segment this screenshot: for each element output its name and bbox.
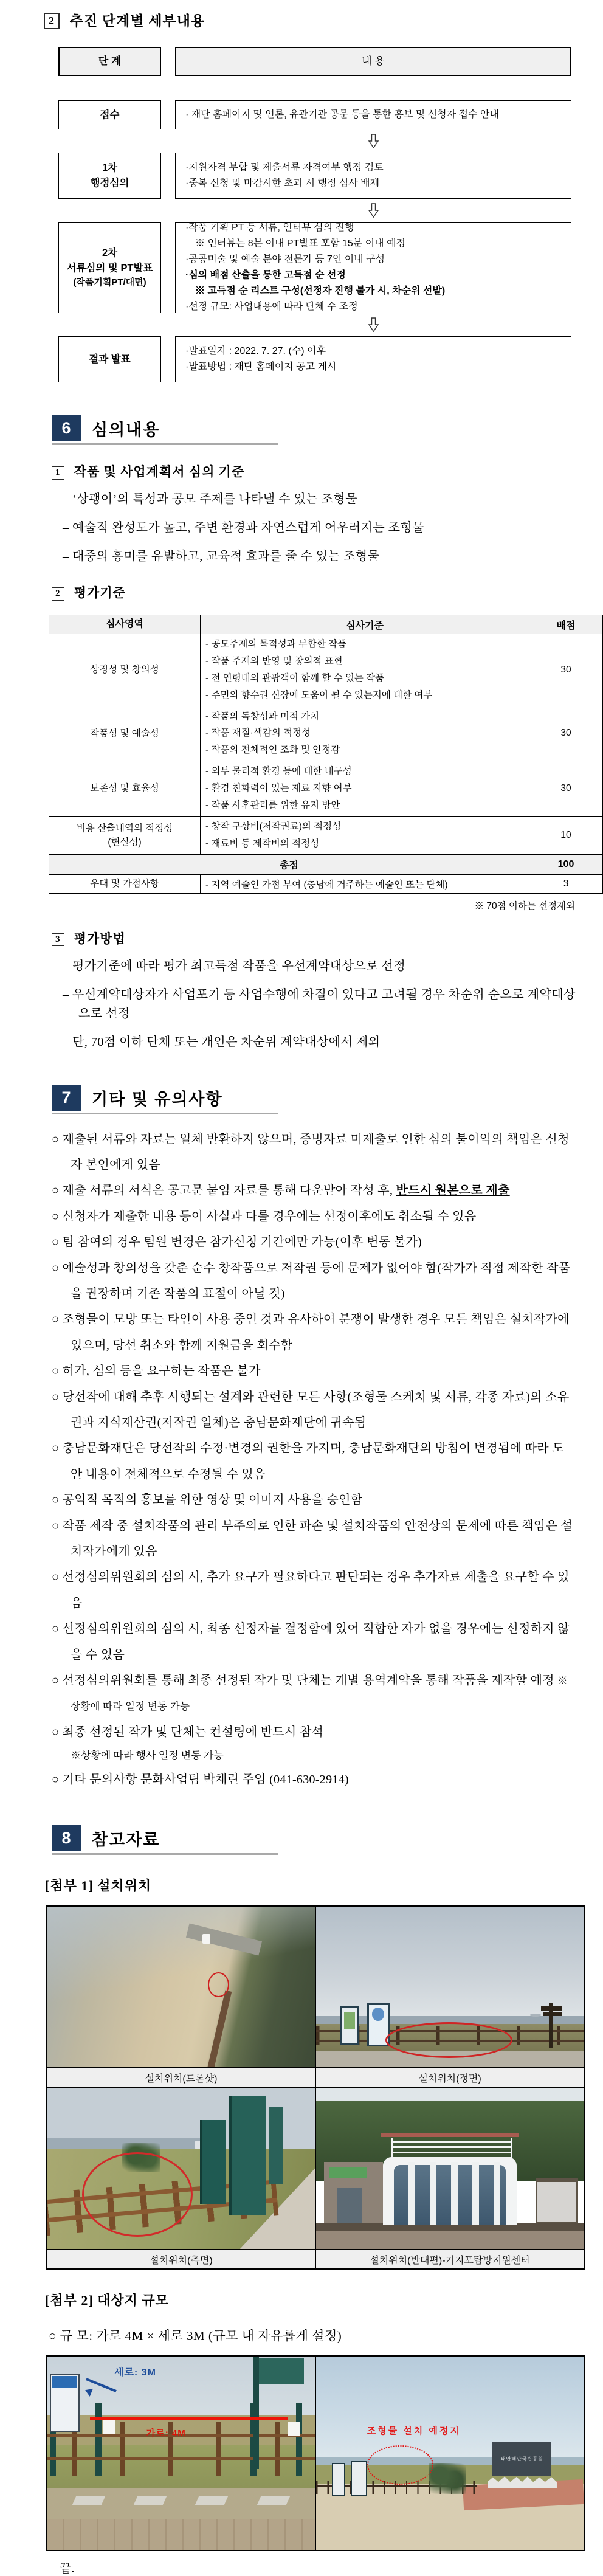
green-signpost [253, 2357, 259, 2468]
signboard-graphic [372, 2008, 384, 2020]
white-pillars [394, 2162, 506, 2225]
document-end-mark: 끝. [60, 2562, 75, 2576]
notice-item: ○ 작품 제작 중 설치작품의 관리 부주의로 인한 파손 및 설치작품의 안전상의 문제에 따른 책임은 설치작가에게 있음 [52, 1519, 573, 1558]
stage-content: ·지원자격 부합 및 제출서류 자격여부 행정 검토 ·중복 신청 및 마감시한 초과 시 행정 심사 배제 [175, 153, 571, 199]
criteria-item: – 대중의 흥미를 유발하고, 교육적 효과를 줄 수 있는 조형물 [63, 550, 380, 563]
signpost-arm [541, 2006, 562, 2011]
site-marker-ellipse [385, 2022, 512, 2058]
planned-site-label: 조형물 설치 예정지 [367, 2426, 461, 2437]
site-marker-circle [208, 1972, 229, 1997]
score-exclusion-note: ※ 70점 이하는 선정제외 [474, 900, 575, 911]
evaluation-row: 상징성 및 창의성 - 공모주제의 목적성과 부합한 작품 - 작품 주제의 반영 및 창의적 표현 - 전 연령대의 관광객이 함께 할 수 있는 작품 - 주민의 향수권 신장에 도움이 될 수 있는지에 대한 여부 30 [49, 634, 603, 706]
section-7-banner [52, 1085, 278, 1114]
photo-planned-site [316, 2357, 584, 2550]
annex-door [337, 2188, 362, 2223]
park-monument [492, 2442, 551, 2476]
down-arrow-icon [368, 134, 379, 148]
width-measure-line [90, 2417, 288, 2420]
notice-item: ○ 제출된 서류와 자료는 일체 반환하지 않으며, 증빙자료 미제출로 인한 심의 불이익의 책임은 신청자 본인에게 있음 [52, 1132, 570, 1172]
stage-row-document-pt [58, 222, 603, 313]
review-criteria-subhead: 1 작품 및 사업계획서 심의 기준 [52, 462, 603, 480]
attachment-2-title: [첨부 2] 대상지 규모 [45, 2293, 169, 2308]
stage-flow-table [58, 47, 603, 382]
notice-item: ○ 당선작에 대해 추후 시행되는 설계와 관련한 모든 사항(조형물 스케치 및 서류, 각종 자료)의 소유권과 지식재산권(저작권 일체)은 충남문화재단에 귀속됨 [52, 1390, 570, 1429]
sky-layer [316, 1907, 584, 2016]
teal-post [296, 2403, 302, 2476]
stage-detail-heading [44, 10, 603, 30]
info-signboard [332, 2463, 345, 2496]
green-banner [329, 2167, 367, 2178]
photo-caption: 설치위치(반대편)-기지포탐방지원센터 [315, 2250, 584, 2269]
notice-item: ○ 허가, 심의 등을 요구하는 작품은 불가 [52, 1364, 261, 1378]
boxed-number-1: 1 [52, 466, 64, 480]
notice-subnote: ※상황에 따라 행사 일정 변동 가능 [71, 1750, 224, 1762]
stage-row-reception [58, 100, 603, 129]
evaluation-header-row [49, 615, 603, 634]
pine-shrub [429, 2463, 466, 2494]
schedule-note-inline: ※ 상황에 따라 일정 변동 가능 [71, 1674, 568, 1713]
photo-install-location-drone [47, 1907, 315, 2067]
section-title: 심의내용 [92, 421, 160, 439]
evaluation-row: 비용 산출내역의 적정성 (현실성) - 창작 구상비(저작권료)의 적정성 - 재료비 등 제작비의 적정성 10 [49, 816, 603, 854]
photo-caption: 설치위치(드론샷) [47, 2068, 315, 2087]
evaluation-method-subhead: 3 평가방법 [52, 929, 603, 947]
photo-caption: 설치위치(정면) [315, 2068, 584, 2087]
island-dot [530, 2014, 541, 2016]
col-header-score: 배점 [529, 615, 603, 634]
info-signboard [351, 2461, 367, 2496]
notice-item: ○ 신청자가 제출한 내용 등이 사실과 다를 경우에는 선정이후에도 취소될 수 있음 [52, 1209, 477, 1223]
fence-rail [47, 2457, 315, 2460]
stage-content: ·발표일자 : 2022. 7. 27. (수) 이후 ·발표방법 : 재단 홈페이지 공고 게시 [175, 336, 571, 382]
evaluation-bonus-row: 우대 및 가점사항 - 지역 예술인 가점 부여 (충남에 거주하는 예술인 또는 단체) 3 [49, 874, 603, 893]
method-item: – 단, 70점 이하 단체 또는 개인은 차순위 계약대상에서 제외 [63, 1035, 381, 1049]
stage-label: 결과 발표 [58, 336, 161, 382]
stage-row-admin-review [58, 153, 603, 199]
criteria-item: – ‘상괭이’의 특성과 공모 주제를 나타낼 수 있는 조형물 [63, 492, 358, 506]
stage-label: 1차 행정심의 [58, 153, 161, 199]
roof-frame [381, 2133, 520, 2137]
vehicle-dot [202, 1934, 210, 1944]
evaluation-standard-subhead: 2 평가기준 [52, 583, 603, 601]
wood-post [275, 2422, 280, 2476]
stepping-stone [195, 2496, 229, 2505]
attachment-1-title: [첨부 1] 설치위치 [45, 1878, 152, 1894]
down-arrow-icon [368, 317, 379, 332]
monument-label: 태안해안국립공원 [500, 2456, 543, 2462]
stepping-stone [257, 2496, 290, 2505]
wood-post [216, 2422, 221, 2476]
evaluation-table [49, 615, 603, 894]
stage-flow-header-row [58, 47, 603, 76]
pergola-frame [536, 2178, 578, 2223]
section-title: 참고자료 [92, 1831, 160, 1849]
evaluation-row: 작품성 및 예술성 - 작품의 독창성과 미적 가치 - 작품 재질·색감의 적정성 - 작품의 전체적인 조화 및 안정감 30 [49, 706, 603, 761]
flow-arrow [175, 129, 571, 153]
site-scale-photo-grid [46, 2355, 585, 2551]
notice-item: ○ 제출 서류의 서식은 공고문 붙임 자료를 통해 다운받아 작성 후, 반드시 원본으로 제출 [52, 1184, 510, 1198]
stage-detail-heading-text: 추진 단계별 세부내용 [69, 13, 205, 29]
ground-layer [316, 2231, 584, 2249]
rooftop-railing [391, 2138, 512, 2158]
notice-item: ○ 선정심의위원회의 심의 시, 최종 선정자를 결정함에 있어 적합한 자가 없을 경우에는 선정하지 않을 수 있음 [52, 1622, 570, 1662]
stage-column-header: 단 계 [58, 47, 161, 76]
underlined-emphasis: 반드시 원본으로 제출 [396, 1184, 510, 1198]
green-signboard [269, 2107, 283, 2184]
notice-paper [103, 2420, 115, 2434]
notice-list [52, 1127, 576, 1792]
section-8-banner [52, 1825, 278, 1855]
signboard-graphic [344, 2012, 355, 2028]
install-location-photo-grid [46, 1905, 585, 2270]
photo-install-location-side [47, 2088, 315, 2249]
col-header-area: 심사영역 [49, 615, 201, 634]
content-column-header: 내 용 [175, 47, 571, 76]
method-item: – 평가기준에 따라 평가 최고득점 작품을 우선계약대상으로 선정 [63, 959, 406, 973]
notice-item: ○ 선정심의위원회의 심의 시, 추가 요구가 필요하다고 판단되는 경우 추가자료 제출을 요구할 수 있음 [52, 1570, 570, 1610]
fog-layer [47, 1907, 315, 2067]
stage-label: 2차 서류심의 및 PT발표 (작품기획PT/대면) [58, 222, 161, 313]
flow-arrow [175, 313, 571, 336]
stage-content: · 재단 홈페이지 및 언론, 유관기관 공문 등을 통한 홍보 및 신청자 접수 안내 [175, 100, 571, 129]
brick-pavement-layer [47, 2519, 315, 2550]
section-title: 기타 및 유의사항 [92, 1089, 223, 1108]
boxed-number-2: 2 [52, 587, 64, 601]
signpost-arm [543, 2012, 562, 2016]
green-sign-cluster [259, 2358, 305, 2383]
notice-item: ○ 충남문화재단은 당선작의 수정·변경의 권한을 가지며, 충남문화재단의 방침이 변경됨에 따라 도안 내용이 전체적으로 수정될 수 있음 [52, 1442, 564, 1481]
stage-label: 접수 [58, 100, 161, 129]
col-header-criteria: 심사기준 [201, 615, 529, 634]
notice-paper [288, 2422, 300, 2436]
stepping-stone [134, 2496, 167, 2505]
photo-visitor-center [316, 2088, 584, 2249]
section-number: 8 [52, 1825, 81, 1851]
notice-item: ○ 공익적 목적의 홍보를 위한 영상 및 이미지 사용을 승인함 [52, 1493, 363, 1507]
down-arrow-icon [368, 203, 379, 218]
width-label: 가로: 4M [146, 2428, 186, 2439]
section-6-banner [52, 415, 278, 445]
signboard-header [52, 2376, 77, 2388]
wood-post [120, 2422, 125, 2476]
notice-item: ○ 예술성과 창의성을 갖춘 순수 창작품으로 저작권 등에 문제가 없어야 함(작가가 직접 제작한 작품을 권장하며 기존 작품의 표절이 아닐 것) [52, 1261, 571, 1301]
green-signboard [229, 2096, 266, 2215]
spacer [58, 76, 603, 100]
boxed-number-2: 2 [44, 13, 60, 29]
section-number: 7 [52, 1085, 81, 1111]
stage-row-result [58, 336, 603, 382]
green-signboard [200, 2120, 226, 2204]
stepping-stone [72, 2496, 105, 2505]
method-item: – 우선계약대상자가 사업포기 등 사업수행에 차질이 있다고 고려될 경우 차순위 순으로 계약대상으로 선정 [63, 987, 576, 1020]
notice-item: ○ 조형물이 모방 또는 타인이 사용 중인 것과 유사하여 분쟁이 발생한 경우 모든 책임은 설치작가에 있으며, 당선 취소와 함께 지원금을 회수함 [52, 1313, 570, 1352]
site-scale-spec: ○ 규 모: 가로 4M × 세로 3M (규모 내 자유롭게 설정) [49, 2329, 342, 2344]
boxed-number-3: 3 [52, 933, 64, 947]
notice-item: ○ 선정심의위원회를 통해 최종 선정된 작가 및 단체는 개별 용역계약을 통해 작품을 제작할 예정 ※ 상황에 따라 일정 변동 가능 [52, 1673, 568, 1713]
height-label: 세로: 3M [114, 2367, 156, 2378]
criteria-item: – 예술적 완성도가 높고, 주변 환경과 자연스럽게 어우러지는 조형물 [63, 521, 425, 534]
flow-arrow [175, 199, 571, 222]
evaluation-row: 보존성 및 효율성 - 외부 물리적 환경 등에 대한 내구성 - 환경 친화력이 있는 재료 지향 여부 - 작품 사후관리를 위한 유지 방안 30 [49, 761, 603, 817]
teal-post [95, 2403, 102, 2476]
notice-item-contact: ○ 기타 문의사항 문화사업팀 박채린 주임 (041-630-2914) [52, 1772, 349, 1786]
notice-item: ○ 팀 참여의 경우 팀원 변경은 참가신청 기간에만 가능(이후 변동 불가) [52, 1235, 422, 1249]
photo-site-dimensions [47, 2357, 315, 2550]
section-number: 6 [52, 415, 81, 441]
stage-content: ·작품 기획 PT 등 서류, 인터뷰 심의 진행 ※ 인터뷰는 8분 이내 PT발표 포함 15분 이내 예정 ·공공미술 및 예술 분야 전문가 등 7인 이내 구성 ·심의 배점 산출을 통한 고득점 순 선정 ※ 고득점 순 리스트 구성(선정자 진행 불가 시, 차순위 선발) ·선정 규모: 사업내용에 따라 단체 수 조정 [175, 222, 571, 313]
photo-caption: 설치위치(측면) [47, 2250, 315, 2269]
photo-install-location-front [316, 1907, 584, 2067]
planned-site-dotted-ellipse [367, 2445, 434, 2484]
notice-item: ○ 최종 선정된 작가 및 단체는 컨설팅에 반드시 참석 [52, 1725, 324, 1739]
evaluation-total-row: 총점 100 [49, 854, 603, 874]
site-marker-circle [82, 2152, 193, 2237]
